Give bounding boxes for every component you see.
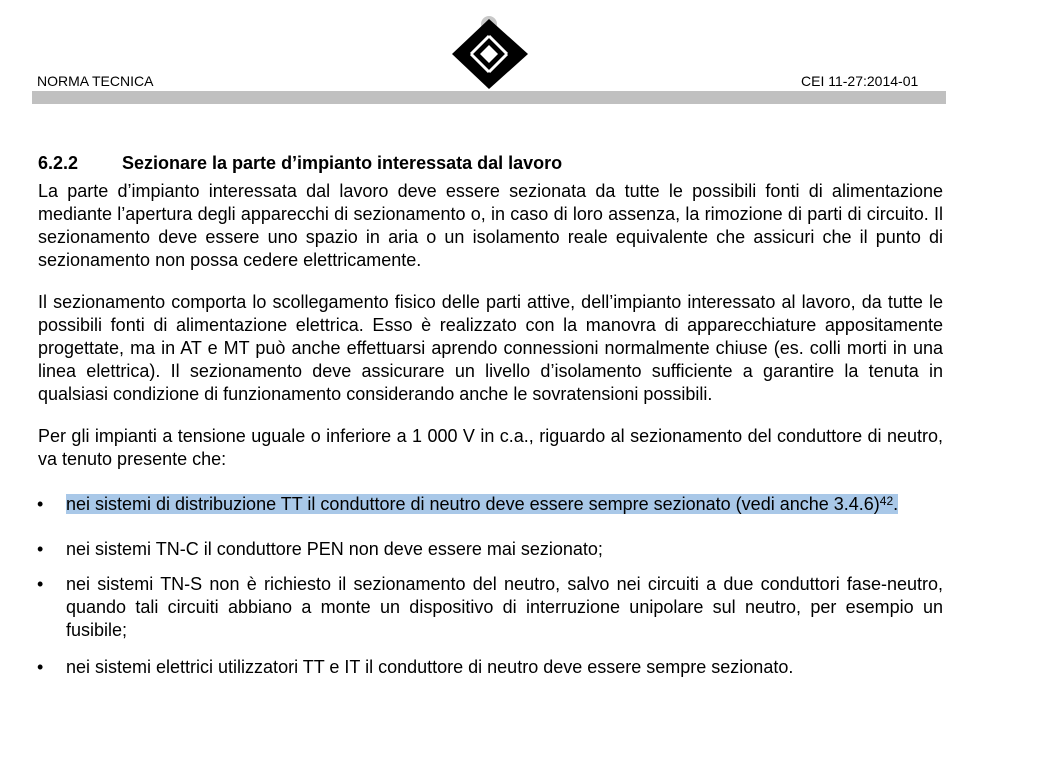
paragraph-3: Per gli impianti a tensione uguale o inferiore a 1 000 V in c.a., riguardo al sezionamento del conduttore di neutro, va tenuto presente che: [38,426,943,469]
header-right-label: CEI 11-27:2014-01 [801,73,919,89]
list-item-end: . [893,494,899,514]
paragraph-2: Il sezionamento comporta lo scollegamento fisico delle parti attive, dell’impianto interessato al lavoro, da tutte le possibili fonti di alimentazione elettrica. Esso è realizzato con la manovra di apparecchiature appositamente progettate, ma in AT e MT può anche effettuarsi aprendo connessioni normalmente chiuse (es. colli morti in una linea elettrica). Il sezionamento deve assicurare un livello d’isolamento sufficiente a garantire la tenuta in qualsiasi condizione di funzionamento considerando anche le sovratensioni possibili. [38,292,943,404]
list-item-text: nei sistemi TN-C il conduttore PEN non deve essere mai sezionato; [66,539,603,559]
bullet-icon: • [37,494,44,514]
list-item [38,656,943,679]
list-item-text: nei sistemi TN-S non è richiesto il sezionamento del neutro, salvo nei circuiti a due conduttori fase-neutro, quando tali circuiti abbiano a monte un dispositivo di interruzione unipolare sul neutro, per esempio un fusibile; [66,574,943,640]
paragraph-1: La parte d’impianto interessata dal lavoro deve essere sezionata da tutte le possibili fonti di alimentazione mediante l’apertura degli apparecchi di sezionamento o, in caso di loro assenza, la rimozione di parti di circuito. Il sezionamento deve essere uno spazio in aria o un isolamento reale equivalente che assicuri che il punto di sezionamento non possa cedere elettricamente. [38,181,943,270]
list-item [38,493,943,516]
document-body [38,152,943,693]
footnote-ref[interactable]: 42 [879,494,894,508]
list-item-text: nei sistemi di distribuzione TT il conduttore di neutro deve essere sempre sezionato (vedi anche 3.4.6) [66,494,880,514]
section-heading [38,152,943,175]
bullet-icon: • [37,657,44,677]
cei-logo-icon [450,14,532,90]
header-left-label: NORMA TECNICA [37,73,154,89]
header-bar [32,91,946,104]
section-number: 6.2.2 [38,153,79,173]
bullet-icon: • [37,574,44,594]
highlighted-text[interactable] [66,494,898,514]
bullet-icon: • [37,539,44,559]
list-item [38,573,943,642]
list-item-text: nei sistemi elettrici utilizzatori TT e IT il conduttore di neutro deve essere sempre sezionato. [66,657,794,677]
section-title: Sezionare la parte d’impianto interessata dal lavoro [122,153,563,173]
bullet-list [38,493,943,679]
list-item [38,538,943,561]
